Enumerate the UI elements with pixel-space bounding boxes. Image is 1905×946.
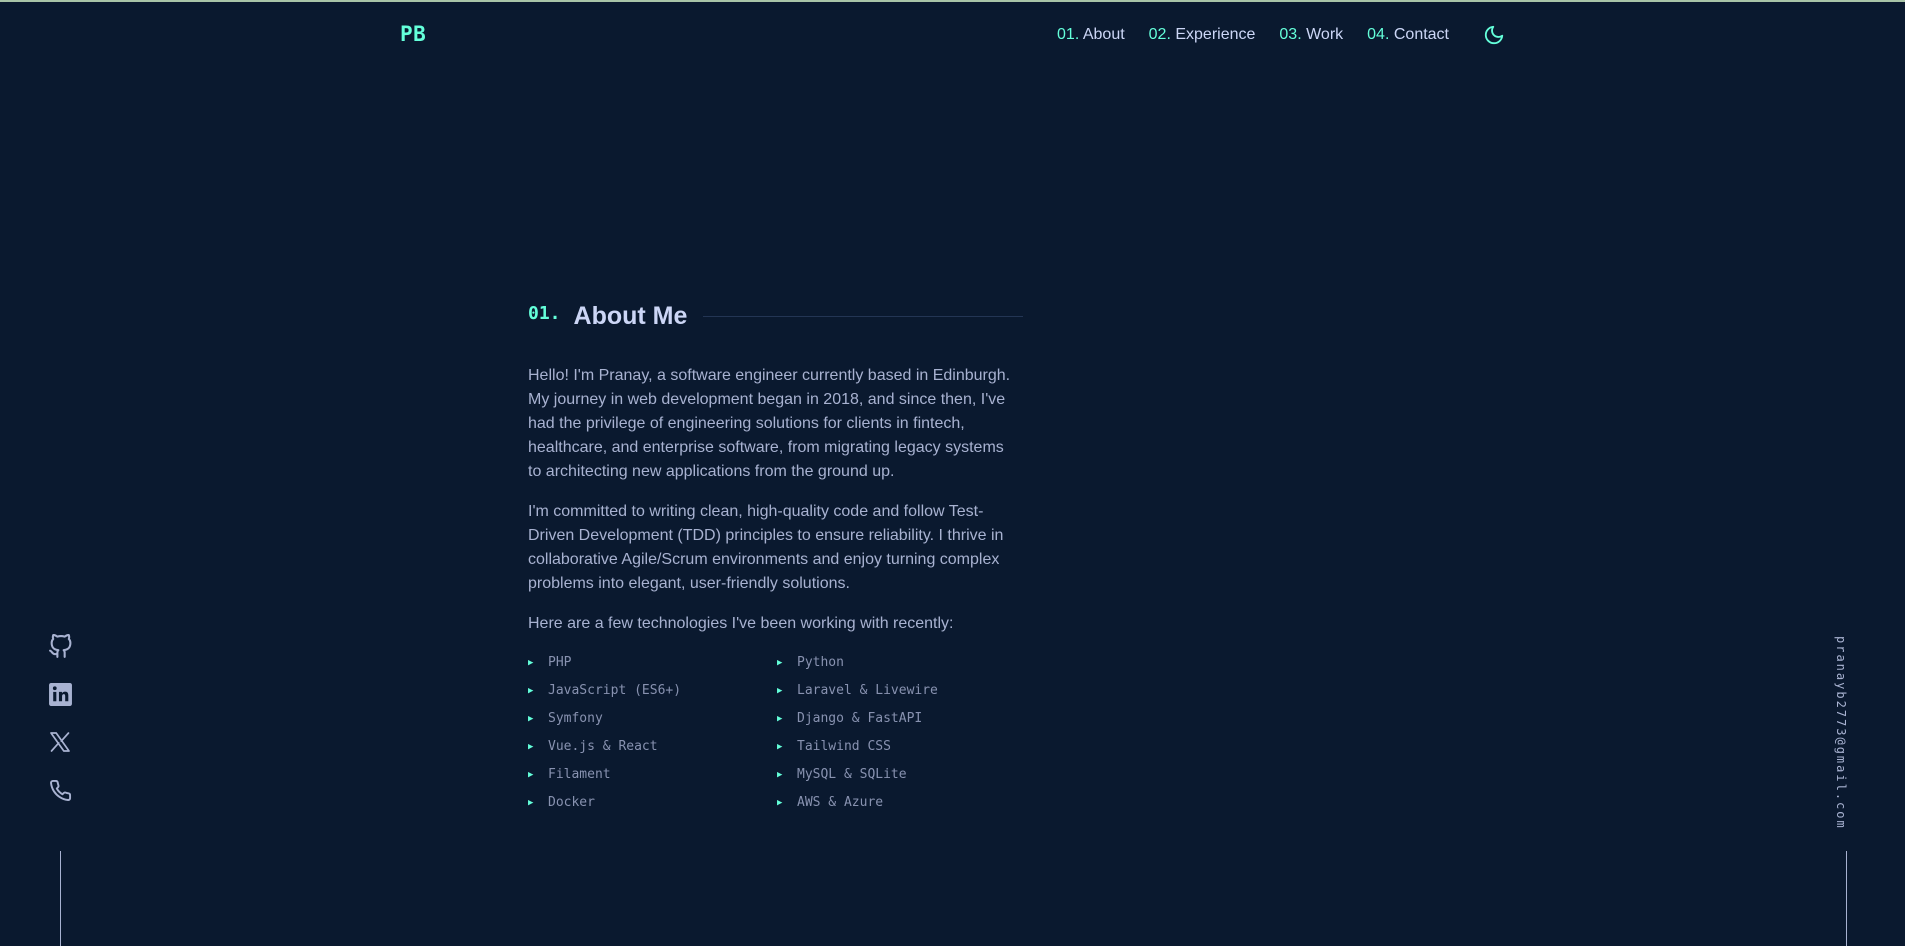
email-link[interactable]: pranayb2773@gmail.com (1834, 636, 1848, 830)
triangle-bullet-icon: ▶ (777, 686, 783, 696)
triangle-bullet-icon: ▶ (528, 770, 534, 780)
right-vertical-line (1846, 851, 1847, 946)
about-paragraph-approach: I'm committed to writing clean, high-quality code and follow Test-Driven Development (TDD) principles to ensure reliability. I thrive in collaborative Agile/Scrum environments and enjoy turning complex problems into elegant, user-friendly solutions. (528, 503, 1004, 592)
list-item: ▶ Tailwind CSS (777, 733, 1026, 761)
x-twitter-icon (48, 730, 72, 754)
technology-list (528, 649, 1023, 817)
list-item: ▶ Vue.js & React (528, 733, 777, 761)
nav-number: 04. (1367, 26, 1390, 43)
nav-label: Work (1306, 26, 1344, 43)
section-heading (528, 300, 1023, 332)
linkedin-link[interactable] (46, 680, 74, 708)
triangle-bullet-icon: ▶ (777, 714, 783, 724)
linkedin-icon (48, 682, 73, 707)
triangle-bullet-icon: ▶ (777, 798, 783, 808)
phone-link[interactable] (46, 776, 74, 804)
about-paragraph-tech-intro: Here are a few technologies I've been working with recently: (528, 615, 954, 632)
list-item: ▶ Filament (528, 761, 777, 789)
left-vertical-line (60, 851, 61, 946)
about-section (528, 300, 1023, 817)
section-title: About Me (573, 301, 688, 330)
triangle-bullet-icon: ▶ (777, 742, 783, 752)
triangle-bullet-icon: ▶ (528, 798, 534, 808)
nav-label: Experience (1175, 26, 1256, 43)
nav-number: 03. (1279, 26, 1302, 43)
nav-label: Contact (1393, 26, 1449, 43)
logo[interactable]: PB (400, 22, 427, 46)
moon-icon (1483, 24, 1505, 46)
nav-item-work[interactable] (1279, 26, 1343, 44)
triangle-bullet-icon: ▶ (777, 658, 783, 668)
triangle-bullet-icon: ▶ (528, 714, 534, 724)
triangle-bullet-icon: ▶ (528, 742, 534, 752)
x-twitter-link[interactable] (46, 728, 74, 756)
nav-item-about[interactable] (1057, 26, 1125, 44)
list-item: ▶ Python (777, 649, 1026, 677)
theme-toggle-button[interactable] (1483, 24, 1505, 46)
nav-number: 01. (1057, 26, 1080, 43)
list-item: ▶ JavaScript (ES6+) (528, 677, 777, 705)
list-item: ▶ AWS & Azure (777, 789, 1026, 817)
top-border (0, 0, 1905, 2)
github-link[interactable] (46, 632, 74, 660)
section-number: 01. (528, 302, 561, 324)
github-icon (48, 634, 73, 659)
list-item: ▶ Laravel & Livewire (777, 677, 1026, 705)
list-item: ▶ Django & FastAPI (777, 705, 1026, 733)
list-item: ▶ MySQL & SQLite (777, 761, 1026, 789)
list-item: ▶ PHP (528, 649, 777, 677)
nav-item-contact[interactable] (1367, 26, 1449, 44)
about-paragraph-intro: Hello! I'm Pranay, a software engineer currently based in Edinburgh. My journey in web development began in 2018, and since then, I've had the privilege of engineering solutions for clients in fintech, healthcare, and enterprise software, from migrating legacy systems to architecting new applications from the ground up. (528, 367, 1011, 480)
list-item: ▶ Symfony (528, 705, 777, 733)
nav-item-experience[interactable] (1149, 26, 1256, 44)
nav-number: 02. (1148, 26, 1171, 43)
triangle-bullet-icon: ▶ (528, 686, 534, 696)
social-links (46, 632, 74, 824)
heading-divider (703, 316, 1023, 317)
triangle-bullet-icon: ▶ (528, 658, 534, 668)
triangle-bullet-icon: ▶ (777, 770, 783, 780)
main-nav (1033, 24, 1505, 46)
nav-label: About (1082, 26, 1125, 43)
list-item: ▶ Docker (528, 789, 777, 817)
phone-icon (49, 779, 72, 802)
